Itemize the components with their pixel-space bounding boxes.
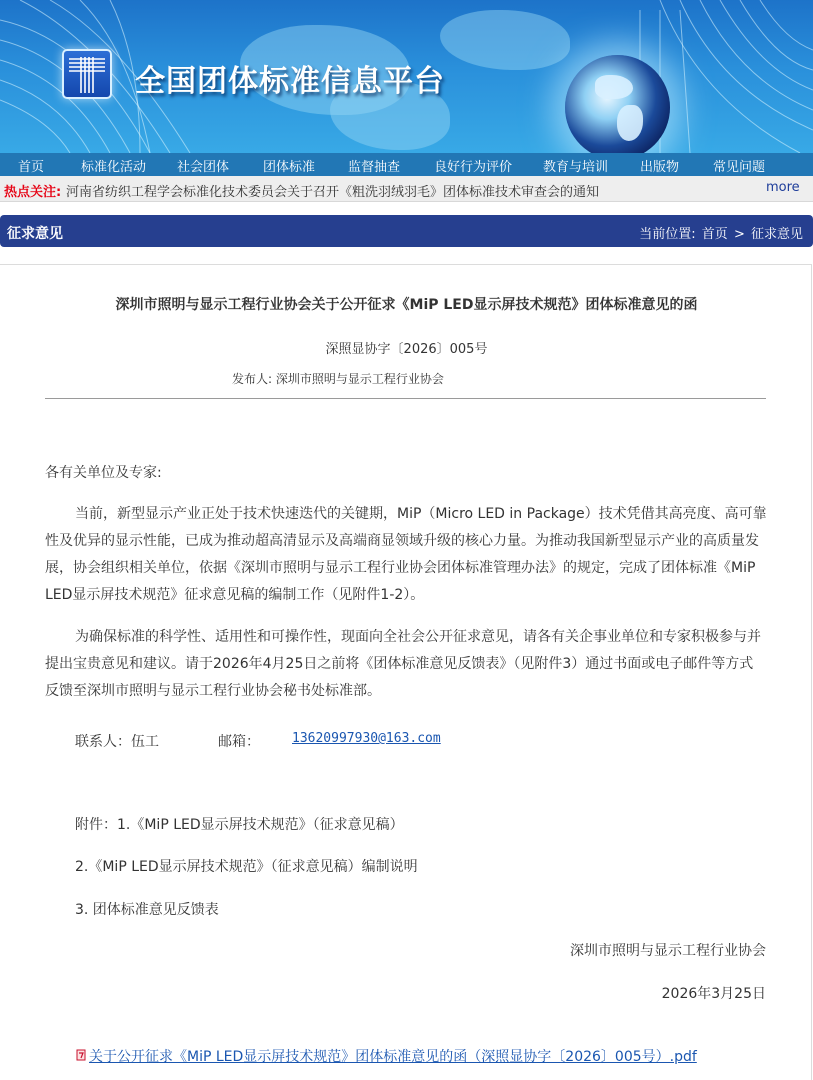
attachment-3: 3. 团体标准意见反馈表	[75, 902, 219, 918]
logo-icon	[64, 51, 110, 97]
site-title: 全国团体标准信息平台	[135, 64, 445, 99]
nav-item-behavior-evaluation[interactable]: 良好行为评价	[434, 160, 513, 175]
pdf-icon	[76, 1049, 86, 1061]
hot-topics-bar	[0, 176, 813, 202]
site-banner	[0, 0, 813, 153]
globe-graphic	[565, 55, 670, 153]
main-nav	[0, 153, 813, 176]
nav-item-faq[interactable]: 常见问题	[713, 160, 766, 175]
attachment-1: 附件：1.《MiP LED显示屏技术规范》（征求意见稿）	[75, 817, 404, 833]
pdf-download[interactable]	[76, 1046, 697, 1066]
breadcrumb-home[interactable]: 首页	[701, 227, 728, 242]
publisher: 发布人: 深圳市照明与显示工程行业协会	[232, 372, 444, 386]
breadcrumb-separator: >	[733, 227, 745, 242]
divider	[45, 398, 766, 399]
breadcrumb	[637, 223, 803, 242]
breadcrumb-prefix: 当前位置:	[639, 227, 696, 242]
hot-topics-label: 热点关注:	[4, 185, 62, 200]
paragraph-1: 当前，新型显示产业正处于技术快速迭代的关键期，MiP（Micro LED in Package）技术凭借其高亮度、高可靠性及优异的显示性能，已成为推动超高清显示及高端商显领域升级的核心力量。为推动我国新型显示产业的高质量发展，协会组织相关单位，依据《深圳市照明与显示工程行业协会团体标准管理办法》的规定，完成了团体标准《MiP LED显示屏技术规范》征求意见稿的编制工作（见附件1-2）。	[45, 506, 767, 603]
attachment-2: 2.《MiP LED显示屏技术规范》（征求意见稿）编制说明	[75, 859, 418, 875]
contact-person: 联系人：伍工	[75, 734, 159, 750]
section-header	[0, 215, 813, 247]
signature-organization: 深圳市照明与显示工程行业协会	[570, 943, 766, 959]
section-title: 征求意见	[7, 226, 63, 242]
document-number: 深照显协字〔2026〕005号	[325, 342, 488, 357]
article-title: 深圳市照明与显示工程行业协会关于公开征求《MiP LED显示屏技术规范》团体标准意见的函	[115, 297, 698, 313]
email-link[interactable]: 13620997930@163.com	[292, 731, 441, 746]
site-logo[interactable]	[62, 49, 112, 99]
contact-info	[75, 731, 441, 751]
hot-news-link[interactable]: 河南省纺织工程学会标准化技术委员会关于召开《粗洗羽绒羽毛》团体标准技术审查会的通知	[66, 185, 600, 200]
nav-item-publications[interactable]: 出版物	[640, 160, 680, 175]
email-label: 邮箱：	[218, 734, 260, 750]
nav-item-social-groups[interactable]: 社会团体	[177, 160, 230, 175]
pdf-file-link[interactable]: 关于公开征求《MiP LED显示屏技术规范》团体标准意见的函（深照显协字〔2026〕005号）.pdf	[89, 1049, 697, 1065]
signature-date: 2026年3月25日	[661, 986, 766, 1002]
nav-item-education-training[interactable]: 教育与培训	[543, 160, 609, 175]
salutation: 各有关单位及专家:	[45, 465, 162, 481]
nav-item-group-standards[interactable]: 团体标准	[263, 160, 316, 175]
breadcrumb-current[interactable]: 征求意见	[750, 227, 803, 242]
more-link[interactable]: more	[766, 180, 800, 195]
nav-item-standardization-activities[interactable]: 标准化活动	[81, 160, 147, 175]
nav-item-home[interactable]: 首页	[18, 160, 45, 175]
nav-item-supervision[interactable]: 监督抽查	[348, 160, 401, 175]
paragraph-2: 为确保标准的科学性、适用性和可操作性，现面向全社会公开征求意见，请各有关企事业单位和专家积极参与并提出宝贵意见和建议。请于2026年4月25日之前将《团体标准意见反馈表》（见附件3）通过书面或电子邮件等方式反馈至深圳市照明与显示工程行业协会秘书处标准部。	[45, 629, 761, 699]
